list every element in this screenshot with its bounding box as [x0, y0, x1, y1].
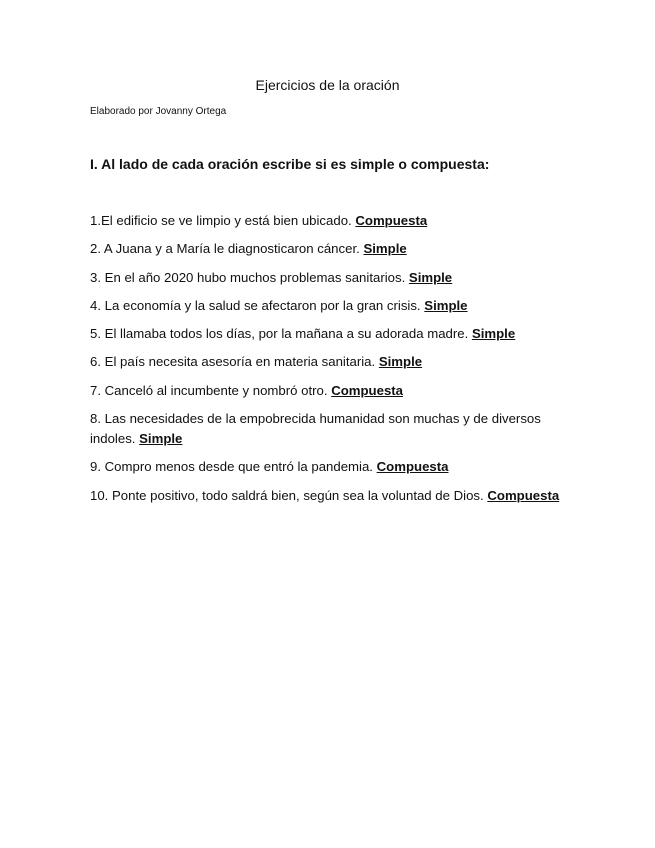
exercise-answer: Simple — [408, 270, 453, 285]
exercise-answer: Compuesta — [487, 488, 560, 503]
exercise-text: 3. En el año 2020 hubo muchos problemas sanitarios. — [90, 270, 406, 285]
exercise-answer: Simple — [378, 354, 423, 369]
document-title: Ejercicios de la oración — [255, 77, 400, 93]
exercise-item-9 — [90, 457, 565, 477]
exercise-item-1 — [90, 211, 565, 231]
exercise-item-8 — [90, 409, 565, 449]
exercise-text: 6. El país necesita asesoría en materia sanitaria. — [90, 354, 376, 369]
exercise-text: 2. A Juana y a María le diagnosticaron cáncer. — [90, 241, 360, 256]
instruction-text: I. Al lado de cada oración escribe si es simple o compuesta: — [90, 156, 490, 172]
exercise-item-2 — [90, 239, 565, 259]
exercise-item-4 — [90, 296, 565, 316]
exercise-item-10 — [90, 486, 565, 506]
exercise-answer: Compuesta — [376, 459, 449, 474]
exercise-text: 1.El edificio se ve limpio y está bien ubicado. — [90, 213, 352, 228]
exercise-answer: Simple — [471, 326, 516, 341]
exercise-item-3 — [90, 268, 565, 288]
exercise-text: 8. Las necesidades de la empobrecida humanidad son muchas y de diversos indoles. — [90, 411, 541, 446]
exercise-text: 7. Canceló al incumbente y nombró otro. — [90, 383, 328, 398]
exercise-item-5 — [90, 324, 565, 344]
exercise-item-7 — [90, 381, 565, 401]
exercise-text: 5. El llamaba todos los días, por la mañana a su adorada madre. — [90, 326, 469, 341]
exercise-answer: Compuesta — [355, 213, 428, 228]
exercise-answer: Compuesta — [331, 383, 403, 398]
author-line: Elaborado por Jovanny Ortega — [90, 106, 227, 117]
exercise-text: 9. Compro menos desde que entró la pandemia. — [90, 459, 373, 474]
exercise-answer: Simple — [139, 431, 183, 446]
exercise-text: 10. Ponte positivo, todo saldrá bien, según sea la voluntad de Dios. — [90, 488, 484, 503]
exercise-answer: Simple — [424, 298, 468, 313]
exercise-item-6 — [90, 352, 565, 372]
exercise-answer: Simple — [363, 241, 407, 256]
exercise-text: 4. La economía y la salud se afectaron por la gran crisis. — [90, 298, 421, 313]
